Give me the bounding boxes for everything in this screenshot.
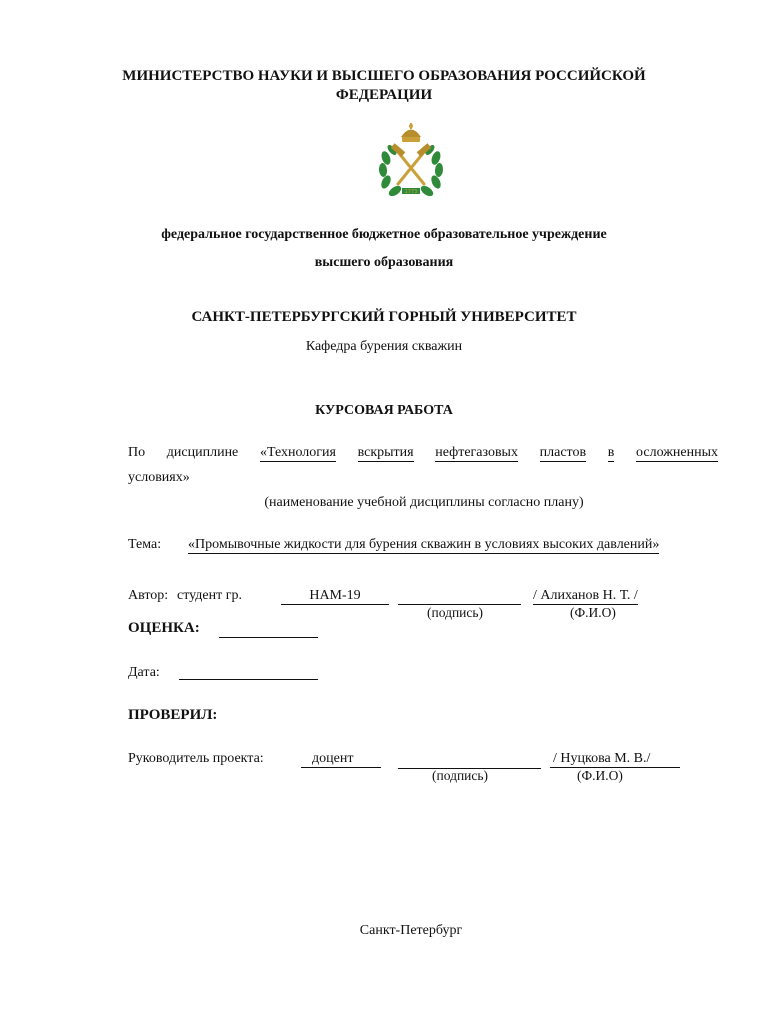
institution-line-2: высшего образования: [314, 255, 454, 270]
topic-label: Тема:: [128, 537, 162, 552]
ministry-line-2: ФЕДЕРАЦИИ: [335, 87, 433, 103]
checked-label: ПРОВЕРИЛ:: [128, 707, 218, 723]
discipline-line-2: условиях»: [128, 470, 190, 485]
grade-label: ОЦЕНКА:: [128, 620, 200, 636]
discipline-word: По: [128, 445, 146, 460]
author-name-caption: (Ф.И.О): [570, 605, 616, 620]
discipline-caption: (наименование учебной дисциплины согласно плану): [264, 495, 584, 510]
topic-value: «Промывочные жидкости для бурения скважин в условиях высоких давлений»: [188, 537, 660, 552]
discipline-word: «Технология: [259, 445, 336, 460]
discipline-word: осложненных: [636, 445, 718, 460]
supervisor-signature-caption: (подпись): [432, 768, 489, 783]
institution-line-1: федеральное государственное бюджетное образовательное учреждение: [161, 227, 607, 242]
discipline-word: дисциплине: [166, 445, 239, 460]
supervisor-label: Руководитель проекта:: [128, 751, 264, 766]
footer-city: Санкт-Петербург: [359, 923, 463, 938]
supervisor-position: доцент: [301, 751, 381, 768]
discipline-word: вскрытия: [357, 445, 414, 460]
grade-line: [219, 637, 318, 638]
author-signature-caption: (подпись): [427, 605, 484, 620]
author-label: Автор:: [128, 588, 169, 603]
author-group: НАМ-19: [281, 588, 389, 605]
supervisor-name-caption: (Ф.И.О): [577, 768, 623, 783]
ministry-line-1: МИНИСТЕРСТВО НАУКИ И ВЫСШЕГО ОБРАЗОВАНИЯ РОССИЙСКОЙ: [122, 68, 646, 84]
author-name: / Алиханов Н. Т. /: [533, 588, 638, 603]
discipline-word: пластов: [539, 445, 587, 460]
discipline-word: нефтегазовых: [435, 445, 518, 460]
date-line: [179, 679, 318, 680]
document-type-title: КУРСОВАЯ РАБОТА: [315, 403, 453, 418]
mining-university-emblem-icon: [376, 122, 446, 200]
university-name: САНКТ-ПЕТЕРБУРГСКИЙ ГОРНЫЙ УНИВЕРСИТЕТ: [191, 309, 577, 325]
department-name: Кафедра бурения скважин: [305, 339, 463, 354]
emblem-year: 1773: [404, 189, 418, 195]
date-label: Дата:: [128, 665, 160, 680]
author-role: студент гр.: [177, 588, 242, 603]
discipline-line-1: [128, 445, 718, 462]
discipline-word: в: [607, 445, 615, 460]
supervisor-name: / Нуцкова М. В./: [550, 751, 680, 768]
